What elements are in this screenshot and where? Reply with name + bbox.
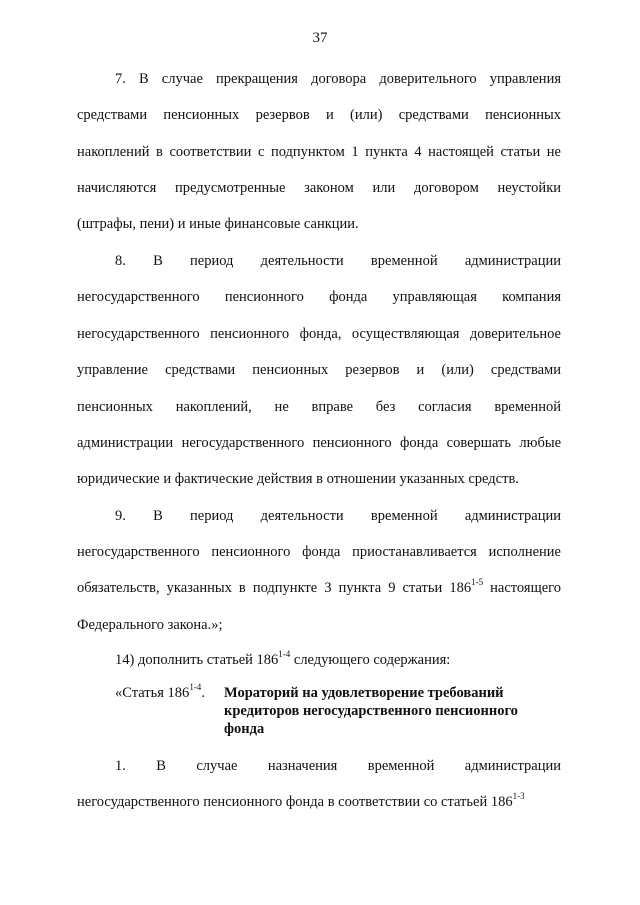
article-number-text: «Статья 186 xyxy=(115,685,190,701)
para7-line-2: средствами пенсионных резервов и (или) средствами пенсионных xyxy=(77,107,561,123)
article-number-sup: 1-4 xyxy=(189,682,202,693)
para8-line-4: управление средствами пенсионных резервов и (или) средствами xyxy=(77,362,561,378)
article-title-line-3: фонда xyxy=(224,721,265,737)
para8-line-7: юридические и фактические действия в отношении указанных средств. xyxy=(77,471,519,487)
item14-text: 14) дополнить статьей 186 xyxy=(115,652,279,668)
article-title-line-1: Мораторий на удовлетворение требований xyxy=(224,685,504,701)
para9-line-3 xyxy=(77,579,561,597)
item14-sup: 1-4 xyxy=(278,649,291,660)
para9-line-3-text: обязательств, указанных в подпункте 3 пункта 9 статьи 186 xyxy=(77,580,472,596)
para7-line-1: 7. В случае прекращения договора доверительного управления xyxy=(115,71,561,87)
para7-line-5: (штрафы, пени) и иные финансовые санкции. xyxy=(77,216,359,232)
para9-line-4: Федерального закона.»; xyxy=(77,617,223,633)
para8-line-1: 8. В период деятельности временной администрации xyxy=(115,253,561,269)
para8-line-6: администрации негосударственного пенсионного фонда совершать любые xyxy=(77,435,561,451)
item14-post: следующего содержания: xyxy=(290,652,451,668)
para8-line-3: негосударственного пенсионного фонда, осуществляющая доверительное xyxy=(77,326,561,342)
para7-line-3: накоплений в соответствии с подпунктом 1 пункта 4 настоящей статьи не xyxy=(77,144,561,160)
para9-line-2: негосударственного пенсионного фонда приостанавливается исполнение xyxy=(77,544,561,560)
para8-line-2: негосударственного пенсионного фонда управляющая компания xyxy=(77,289,561,305)
article-number-dot: . xyxy=(201,685,205,701)
article-number xyxy=(115,684,205,702)
para9-line-3-sup: 1-5 xyxy=(471,577,484,588)
article-title xyxy=(224,684,564,738)
para8-line-5: пенсионных накоплений, не вправе без согласия временной xyxy=(77,399,561,415)
item14-line xyxy=(115,651,561,669)
para1-line-2-text: негосударственного пенсионного фонда в соответствии со статьей 186 xyxy=(77,794,513,810)
para9-line-1: 9. В период деятельности временной администрации xyxy=(115,508,561,524)
para7-line-4: начисляются предусмотренные законом или договором неустойки xyxy=(77,180,561,196)
page-number: 37 xyxy=(312,30,328,46)
para1-line-2-sup: 1-3 xyxy=(512,791,525,802)
para1-line-1: 1. В случае назначения временной администрации xyxy=(115,758,561,774)
article-title-line-2: кредиторов негосударственного пенсионного xyxy=(224,703,518,719)
para1-line-2 xyxy=(77,793,561,811)
para9-line-3-post: настоящего xyxy=(483,580,562,596)
